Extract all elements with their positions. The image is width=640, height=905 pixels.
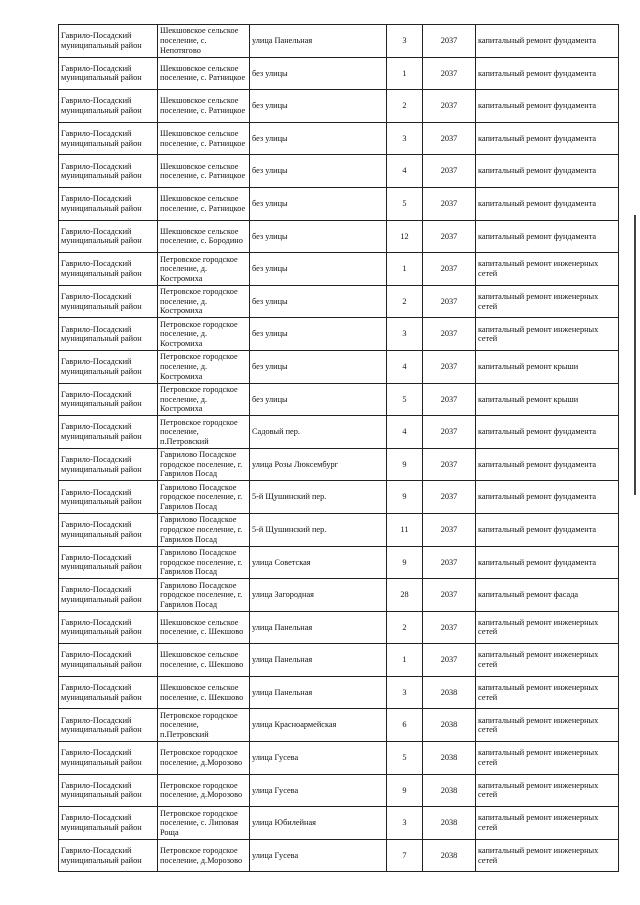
- house-number-cell: 3: [387, 676, 423, 709]
- settlement-cell: Шекшовское сельское поселение, с. Непотягово: [158, 25, 250, 58]
- work-type-cell: капитальный ремонт фундамента: [476, 25, 619, 58]
- table-row: [59, 676, 619, 709]
- district-cell: Гаврило-Посадский муниципальный район: [59, 513, 158, 546]
- table-row: [59, 513, 619, 546]
- house-number-cell: 1: [387, 644, 423, 677]
- street-cell: улица Юбилейная: [250, 807, 387, 840]
- district-cell: Гаврило-Посадский муниципальный район: [59, 57, 158, 90]
- street-cell: Садовый пер.: [250, 416, 387, 449]
- house-number-cell: 9: [387, 546, 423, 579]
- year-cell: 2037: [423, 644, 476, 677]
- district-cell: Гаврило-Посадский муниципальный район: [59, 481, 158, 514]
- year-cell: 2037: [423, 122, 476, 155]
- settlement-cell: Шекшовское сельское поселение, с. Шекшово: [158, 676, 250, 709]
- settlement-cell: Гаврилово Посадское городское поселение, г. Гаврилов Посад: [158, 448, 250, 481]
- district-cell: Гаврило-Посадский муниципальный район: [59, 253, 158, 286]
- street-cell: улица Панельная: [250, 611, 387, 644]
- street-cell: без улицы: [250, 350, 387, 383]
- year-cell: 2037: [423, 611, 476, 644]
- year-cell: 2037: [423, 253, 476, 286]
- settlement-cell: Гаврилово Посадское городское поселение, г. Гаврилов Посад: [158, 579, 250, 612]
- street-cell: улица Панельная: [250, 644, 387, 677]
- settlement-cell: Шекшовское сельское поселение, с. Шекшово: [158, 611, 250, 644]
- street-cell: улица Гусева: [250, 839, 387, 872]
- work-type-cell: капитальный ремонт инженерных сетей: [476, 676, 619, 709]
- street-cell: улица Загородная: [250, 579, 387, 612]
- table-row: [59, 57, 619, 90]
- street-cell: улица Гусева: [250, 774, 387, 807]
- district-cell: Гаврило-Посадский муниципальный район: [59, 807, 158, 840]
- house-number-cell: 3: [387, 122, 423, 155]
- table-row: [59, 839, 619, 872]
- district-cell: Гаврило-Посадский муниципальный район: [59, 122, 158, 155]
- house-number-cell: 9: [387, 774, 423, 807]
- district-cell: Гаврило-Посадский муниципальный район: [59, 220, 158, 253]
- district-cell: Гаврило-Посадский муниципальный район: [59, 416, 158, 449]
- house-number-cell: 3: [387, 807, 423, 840]
- street-cell: улица Советская: [250, 546, 387, 579]
- district-cell: Гаврило-Посадский муниципальный район: [59, 383, 158, 416]
- year-cell: 2037: [423, 416, 476, 449]
- year-cell: 2037: [423, 579, 476, 612]
- table-row: [59, 709, 619, 742]
- table-row: [59, 187, 619, 220]
- year-cell: 2037: [423, 448, 476, 481]
- work-type-cell: капитальный ремонт фундамента: [476, 448, 619, 481]
- table-row: [59, 122, 619, 155]
- table-row: [59, 742, 619, 775]
- settlement-cell: Гаврилово Посадское городское поселение, г. Гаврилов Посад: [158, 481, 250, 514]
- work-type-cell: капитальный ремонт фасада: [476, 579, 619, 612]
- work-type-cell: капитальный ремонт фундамента: [476, 155, 619, 188]
- work-type-cell: капитальный ремонт фундамента: [476, 546, 619, 579]
- house-number-cell: 2: [387, 90, 423, 123]
- work-type-cell: капитальный ремонт фундамента: [476, 57, 619, 90]
- street-cell: без улицы: [250, 57, 387, 90]
- district-cell: Гаврило-Посадский муниципальный район: [59, 611, 158, 644]
- house-number-cell: 4: [387, 416, 423, 449]
- work-type-cell: капитальный ремонт инженерных сетей: [476, 774, 619, 807]
- year-cell: 2038: [423, 742, 476, 775]
- settlement-cell: Петровское городское поселение, д. Костромиха: [158, 383, 250, 416]
- work-type-cell: капитальный ремонт инженерных сетей: [476, 709, 619, 742]
- district-cell: Гаврило-Посадский муниципальный район: [59, 285, 158, 318]
- table-row: [59, 644, 619, 677]
- district-cell: Гаврило-Посадский муниципальный район: [59, 318, 158, 351]
- year-cell: 2037: [423, 57, 476, 90]
- house-number-cell: 12: [387, 220, 423, 253]
- settlement-cell: Гаврилово Посадское городское поселение, г. Гаврилов Посад: [158, 513, 250, 546]
- settlement-cell: Петровское городское поселение, д.Морозово: [158, 774, 250, 807]
- year-cell: 2037: [423, 155, 476, 188]
- district-cell: Гаврило-Посадский муниципальный район: [59, 155, 158, 188]
- house-number-cell: 1: [387, 253, 423, 286]
- year-cell: 2037: [423, 220, 476, 253]
- work-type-cell: капитальный ремонт фундамента: [476, 122, 619, 155]
- street-cell: без улицы: [250, 187, 387, 220]
- house-number-cell: 2: [387, 285, 423, 318]
- work-type-cell: капитальный ремонт крыши: [476, 383, 619, 416]
- street-cell: улица Розы Люксембург: [250, 448, 387, 481]
- year-cell: 2037: [423, 513, 476, 546]
- house-number-cell: 3: [387, 318, 423, 351]
- street-cell: без улицы: [250, 155, 387, 188]
- table-row: [59, 25, 619, 58]
- table-row: [59, 579, 619, 612]
- work-type-cell: капитальный ремонт фундамента: [476, 481, 619, 514]
- house-number-cell: 9: [387, 448, 423, 481]
- table-row: [59, 448, 619, 481]
- settlement-cell: Петровское городское поселение, д. Костромиха: [158, 318, 250, 351]
- street-cell: без улицы: [250, 383, 387, 416]
- year-cell: 2037: [423, 187, 476, 220]
- district-cell: Гаврило-Посадский муниципальный район: [59, 187, 158, 220]
- settlement-cell: Шекшовское сельское поселение, с. Ратницкое: [158, 90, 250, 123]
- table-row: [59, 546, 619, 579]
- table-body: [59, 25, 619, 872]
- street-cell: без улицы: [250, 122, 387, 155]
- street-cell: 5-й Щушинский пер.: [250, 513, 387, 546]
- street-cell: без улицы: [250, 318, 387, 351]
- work-type-cell: капитальный ремонт инженерных сетей: [476, 285, 619, 318]
- settlement-cell: Петровское городское поселение, с. Липовая Роща: [158, 807, 250, 840]
- street-cell: улица Панельная: [250, 676, 387, 709]
- work-type-cell: капитальный ремонт инженерных сетей: [476, 742, 619, 775]
- settlement-cell: Шекшовское сельское поселение, с. Ратницкое: [158, 57, 250, 90]
- table-row: [59, 253, 619, 286]
- year-cell: 2038: [423, 807, 476, 840]
- district-cell: Гаврило-Посадский муниципальный район: [59, 774, 158, 807]
- street-cell: без улицы: [250, 90, 387, 123]
- year-cell: 2037: [423, 285, 476, 318]
- year-cell: 2038: [423, 676, 476, 709]
- year-cell: 2037: [423, 318, 476, 351]
- house-number-cell: 4: [387, 350, 423, 383]
- work-type-cell: капитальный ремонт инженерных сетей: [476, 318, 619, 351]
- table-row: [59, 90, 619, 123]
- year-cell: 2038: [423, 839, 476, 872]
- year-cell: 2037: [423, 383, 476, 416]
- street-cell: без улицы: [250, 285, 387, 318]
- settlement-cell: Петровское городское поселение, п.Петровский: [158, 416, 250, 449]
- house-number-cell: 4: [387, 155, 423, 188]
- table-row: [59, 383, 619, 416]
- work-type-cell: капитальный ремонт инженерных сетей: [476, 839, 619, 872]
- district-cell: Гаврило-Посадский муниципальный район: [59, 709, 158, 742]
- work-type-cell: капитальный ремонт крыши: [476, 350, 619, 383]
- table-row: [59, 318, 619, 351]
- district-cell: Гаврило-Посадский муниципальный район: [59, 676, 158, 709]
- house-number-cell: 7: [387, 839, 423, 872]
- street-cell: улица Панельная: [250, 25, 387, 58]
- work-type-cell: капитальный ремонт инженерных сетей: [476, 807, 619, 840]
- year-cell: 2037: [423, 481, 476, 514]
- house-number-cell: 2: [387, 611, 423, 644]
- table-row: [59, 155, 619, 188]
- street-cell: без улицы: [250, 253, 387, 286]
- work-type-cell: капитальный ремонт инженерных сетей: [476, 611, 619, 644]
- work-type-cell: капитальный ремонт инженерных сетей: [476, 253, 619, 286]
- street-cell: 5-й Щушинский пер.: [250, 481, 387, 514]
- work-type-cell: капитальный ремонт фундамента: [476, 513, 619, 546]
- district-cell: Гаврило-Посадский муниципальный район: [59, 742, 158, 775]
- table-row: [59, 220, 619, 253]
- work-type-cell: капитальный ремонт фундамента: [476, 220, 619, 253]
- housing-repair-table: [58, 24, 619, 872]
- settlement-cell: Петровское городское поселение, д.Морозово: [158, 839, 250, 872]
- settlement-cell: Петровское городское поселение, п.Петровский: [158, 709, 250, 742]
- table-row: [59, 807, 619, 840]
- settlement-cell: Шекшовское сельское поселение, с. Ратницкое: [158, 187, 250, 220]
- table-row: [59, 350, 619, 383]
- table-row: [59, 774, 619, 807]
- table-row: [59, 416, 619, 449]
- house-number-cell: 11: [387, 513, 423, 546]
- street-cell: улица Гусева: [250, 742, 387, 775]
- district-cell: Гаврило-Посадский муниципальный район: [59, 25, 158, 58]
- table-row: [59, 611, 619, 644]
- district-cell: Гаврило-Посадский муниципальный район: [59, 448, 158, 481]
- settlement-cell: Шекшовское сельское поселение, с. Шекшово: [158, 644, 250, 677]
- work-type-cell: капитальный ремонт фундамента: [476, 416, 619, 449]
- settlement-cell: Петровское городское поселение, д. Костромиха: [158, 253, 250, 286]
- work-type-cell: капитальный ремонт фундамента: [476, 187, 619, 220]
- work-type-cell: капитальный ремонт фундамента: [476, 90, 619, 123]
- year-cell: 2038: [423, 774, 476, 807]
- house-number-cell: 6: [387, 709, 423, 742]
- house-number-cell: 5: [387, 187, 423, 220]
- district-cell: Гаврило-Посадский муниципальный район: [59, 644, 158, 677]
- year-cell: 2037: [423, 25, 476, 58]
- district-cell: Гаврило-Посадский муниципальный район: [59, 350, 158, 383]
- house-number-cell: 3: [387, 25, 423, 58]
- house-number-cell: 5: [387, 383, 423, 416]
- settlement-cell: Петровское городское поселение, д. Костромиха: [158, 285, 250, 318]
- district-cell: Гаврило-Посадский муниципальный район: [59, 839, 158, 872]
- settlement-cell: Петровское городское поселение, д. Костромиха: [158, 350, 250, 383]
- house-number-cell: 5: [387, 742, 423, 775]
- settlement-cell: Шекшовское сельское поселение, с. Ратницкое: [158, 122, 250, 155]
- settlement-cell: Шекшовское сельское поселение, с. Бородино: [158, 220, 250, 253]
- street-cell: без улицы: [250, 220, 387, 253]
- year-cell: 2037: [423, 350, 476, 383]
- work-type-cell: капитальный ремонт инженерных сетей: [476, 644, 619, 677]
- settlement-cell: Шекшовское сельское поселение, с. Ратницкое: [158, 155, 250, 188]
- district-cell: Гаврило-Посадский муниципальный район: [59, 90, 158, 123]
- settlement-cell: Гаврилово Посадское городское поселение, г. Гаврилов Посад: [158, 546, 250, 579]
- table-row: [59, 481, 619, 514]
- year-cell: 2037: [423, 90, 476, 123]
- table-row: [59, 285, 619, 318]
- scan-edge-mark: [634, 215, 636, 495]
- district-cell: Гаврило-Посадский муниципальный район: [59, 579, 158, 612]
- house-number-cell: 1: [387, 57, 423, 90]
- year-cell: 2037: [423, 546, 476, 579]
- district-cell: Гаврило-Посадский муниципальный район: [59, 546, 158, 579]
- house-number-cell: 9: [387, 481, 423, 514]
- year-cell: 2038: [423, 709, 476, 742]
- street-cell: улица Красноармейская: [250, 709, 387, 742]
- settlement-cell: Петровское городское поселение, д.Морозово: [158, 742, 250, 775]
- house-number-cell: 28: [387, 579, 423, 612]
